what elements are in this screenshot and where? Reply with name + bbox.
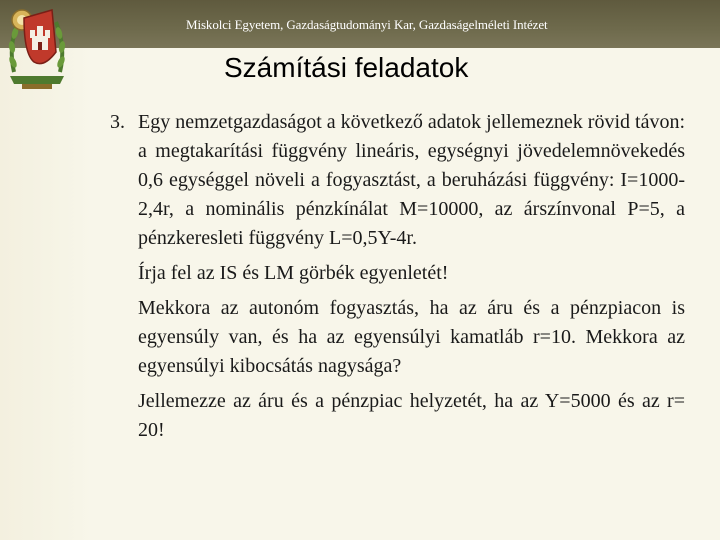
task-text: Írja fel az IS és LM görbék egyenletét! (138, 262, 449, 284)
task-text: Jellemezze az áru és a pénzpiac helyzetét, ha az Y=5000 és az r= 20! (138, 390, 685, 441)
task-paragraph (110, 387, 685, 445)
institution-header: Miskolci Egyetem, Gazdaságtudományi Kar, Gazdaságelméleti Intézet (186, 17, 548, 32)
task-paragraph (110, 108, 685, 253)
university-crest-icon (4, 2, 70, 92)
task-paragraph (110, 259, 685, 288)
task-body (110, 108, 685, 445)
task-text: Mekkora az autonóm fogyasztás, ha az áru és a pénzpiacon is egyensúly van, és ha az egyensúlyi kamatláb r=10. Mekkora az egyensúlyi kibocsátás nagysága? (138, 297, 685, 377)
task-paragraph (110, 294, 685, 381)
page-title: Számítási feladatok (224, 52, 469, 83)
task-text: Egy nemzetgazdaságot a következő adatok jellemeznek rövid távon: a megtakarítási függvény lineáris, egységnyi jövedelemnövekedés 0,6 egységgel növeli a fogyasztást, a beruházási függvény: I=1000-2,4r, a nominális pénzkínálat M=10000, az árszínvonal P=5, a pénzkeresleti függvény L=0,5Y-4r. (138, 111, 686, 249)
task-number: 3. (110, 111, 125, 133)
